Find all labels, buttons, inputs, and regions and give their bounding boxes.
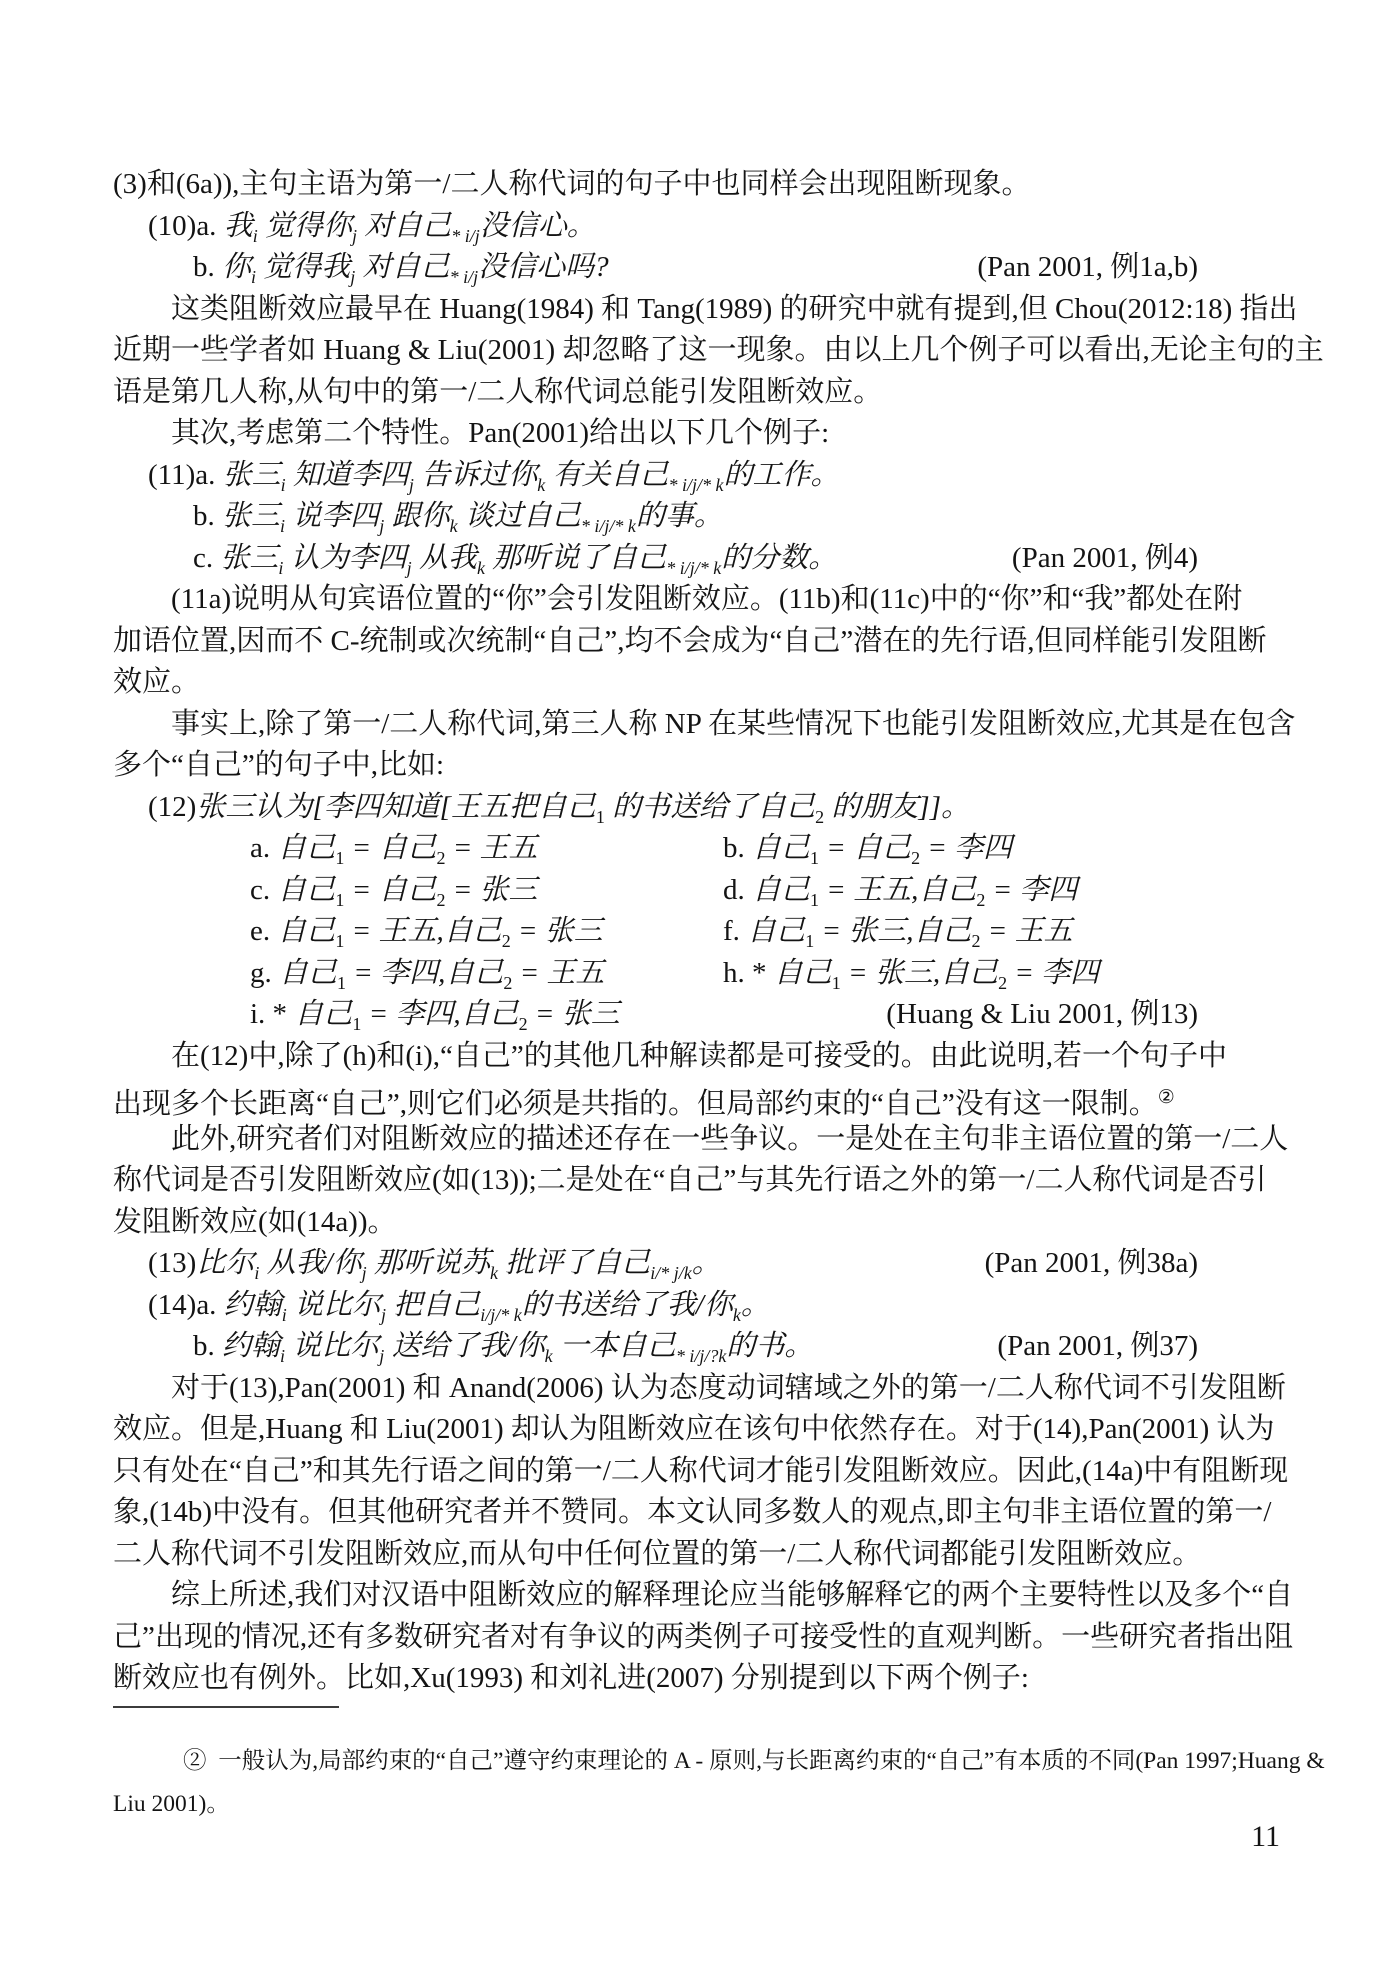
index-subscript: 1 bbox=[831, 972, 841, 993]
index-subscript: j bbox=[379, 1346, 385, 1366]
text-run: 这类阻断效应最早在 Huang(1984) 和 Tang(1989) 的研究中就有提到,但 Chou(2012:18) 指出 bbox=[171, 292, 1298, 325]
text-run: 自己 bbox=[277, 832, 336, 864]
text-run: b. bbox=[193, 251, 222, 283]
index-subscript: i bbox=[278, 557, 284, 578]
index-subscript: 2 bbox=[518, 1014, 528, 1034]
index-subscript: * i/j/* k bbox=[666, 557, 722, 578]
body-line bbox=[113, 496, 1278, 538]
index-subscript: j bbox=[361, 1263, 367, 1283]
text-run: 知道李四 bbox=[285, 458, 409, 491]
text-run: = 张三 bbox=[445, 873, 538, 906]
index-subscript: 2 bbox=[436, 889, 446, 910]
text-run: = 张三 bbox=[527, 998, 620, 1030]
text-run: = 王五,自己 bbox=[344, 915, 502, 947]
index-subscript: k bbox=[476, 557, 485, 578]
index-subscript: 2 bbox=[911, 848, 921, 868]
text-run: 加语位置,因而不 C-统制或次统制“自己”,均不会成为“自己”潜在的先行语,但同样能引发阻断 bbox=[113, 624, 1267, 657]
index-subscript: i/* j/k bbox=[650, 1263, 692, 1283]
body-line bbox=[113, 1492, 1278, 1534]
index-subscript: k bbox=[489, 1263, 498, 1283]
text-run: (12) bbox=[148, 790, 197, 823]
body-line bbox=[113, 1077, 1278, 1119]
text-run: 效应。但是,Huang 和 Liu(2001) 却认为阻断效应在该句中依然存在。对于(14),Pan(2001) 认为 bbox=[113, 1413, 1275, 1445]
index-subscript: j bbox=[380, 1304, 386, 1325]
body-line bbox=[113, 413, 1278, 455]
text-run: 对自己 bbox=[357, 209, 452, 242]
index-subscript: * i/j/?k bbox=[675, 1346, 727, 1366]
text-run: 此外,研究者们对阻断效应的描述还存在一些争议。一是处在主句非主语位置的第一/二人 bbox=[171, 1122, 1289, 1155]
index-subscript: k bbox=[732, 1304, 741, 1325]
index-subscript: i bbox=[251, 267, 257, 287]
body-line bbox=[113, 1119, 1289, 1161]
text-run: 比尔 bbox=[196, 1247, 255, 1279]
text-run: 自己 bbox=[752, 873, 811, 906]
text-run: 多个“自己”的句子中,比如: bbox=[113, 749, 445, 781]
body-line bbox=[113, 704, 1296, 746]
source-citation: (Huang & Liu 2001, 例13) bbox=[886, 998, 1198, 1030]
index-subscript: i bbox=[280, 474, 286, 495]
text-run: 张三 bbox=[220, 541, 279, 574]
text-run: = 李四 bbox=[985, 873, 1078, 906]
text-run: 把自己 bbox=[386, 1288, 481, 1321]
text-run: i. * bbox=[250, 998, 295, 1030]
index-subscript: 2 bbox=[436, 848, 446, 868]
text-run: 你 bbox=[222, 251, 252, 283]
page-body bbox=[113, 164, 1324, 1700]
text-run: c. bbox=[250, 873, 278, 906]
text-run: = 王五,自己 bbox=[819, 873, 977, 906]
text-run: = 王五 bbox=[512, 956, 605, 989]
index-subscript: 2 bbox=[815, 806, 825, 827]
footnote-ref: ② bbox=[1157, 1087, 1175, 1108]
text-run: 出现多个长距离“自己”,则它们必须是共指的。但局部约束的“自己”没有这一限制。 bbox=[113, 1088, 1158, 1120]
index-subscript: i bbox=[252, 225, 258, 246]
index-subscript: i/j/* k bbox=[480, 1304, 522, 1325]
body-line bbox=[113, 1368, 1286, 1410]
text-run: = 李四 bbox=[920, 832, 1013, 864]
text-run: d. bbox=[723, 873, 752, 906]
body-line bbox=[113, 1409, 1278, 1451]
index-subscript: 1 bbox=[337, 972, 347, 993]
text-run: 称代词是否引发阻断效应(如(13));二是处在“自己”与其先行语之外的第一/二人称代词是否引 bbox=[113, 1164, 1267, 1196]
text-run: 自己 bbox=[277, 873, 336, 906]
text-run: 自己 bbox=[773, 956, 832, 989]
body-line bbox=[113, 787, 1278, 829]
page-number: 11 bbox=[1251, 1820, 1280, 1853]
body-line bbox=[113, 662, 1278, 704]
footnote-line: ② 一般认为,局部约束的“自己”遵守约束理论的 A - 原则,与长距离约束的“自己”有本质的不同(Pan 1997;Huang & bbox=[183, 1748, 1325, 1774]
body-line bbox=[113, 1036, 1278, 1078]
text-run: 综上所述,我们对汉语中阻断效应的解释理论应当能够解释它的两个主要特性以及多个“自 bbox=[171, 1579, 1294, 1611]
text-run: 只有处在“自己”和其先行语之间的第一/二人称代词才能引发阻断效应。因此,(14a)中有阻断现 bbox=[113, 1454, 1289, 1487]
index-subscript: * i/j/* k bbox=[580, 516, 636, 536]
body-line bbox=[113, 1285, 1278, 1327]
text-run: 。 bbox=[740, 1288, 770, 1321]
index-subscript: k bbox=[537, 474, 546, 495]
index-subscript: 2 bbox=[503, 972, 513, 993]
text-run: e. bbox=[250, 915, 278, 947]
text-run: 告诉过你 bbox=[413, 458, 538, 491]
text-run: 自己 bbox=[752, 832, 811, 864]
text-run: 约翰 bbox=[222, 1330, 281, 1362]
text-run: 一本自己 bbox=[552, 1330, 676, 1362]
body-line bbox=[113, 745, 1278, 787]
text-run: 那听说了自己 bbox=[484, 541, 667, 574]
footnote-line: Liu 2001)。 bbox=[113, 1791, 230, 1817]
index-subscript: j bbox=[406, 557, 412, 578]
text-run: 批评了自己 bbox=[497, 1247, 651, 1279]
text-run: 自己 bbox=[294, 998, 353, 1030]
body-line bbox=[113, 372, 1278, 414]
index-subscript: j bbox=[350, 267, 356, 287]
text-run: 己”出现的情况,还有多数研究者对有争议的两类例子可接受性的直观判断。一些研究者指出阻 bbox=[113, 1620, 1294, 1653]
text-run: = 王五 bbox=[445, 832, 538, 864]
text-run: = 张三,自己 bbox=[814, 915, 972, 947]
body-line bbox=[113, 1451, 1289, 1493]
index-subscript: 1 bbox=[810, 889, 820, 910]
text-run: 的分数。 bbox=[721, 541, 838, 574]
text-run: 发阻断效应(如(14a))。 bbox=[113, 1205, 397, 1238]
text-run: 从我 bbox=[411, 541, 477, 574]
index-subscript: * i/j bbox=[451, 225, 480, 246]
text-run: c. bbox=[193, 541, 221, 574]
index-subscript: * i/j bbox=[449, 267, 479, 287]
source-citation: (Pan 2001, 例1a,b) bbox=[977, 251, 1198, 283]
body-line bbox=[113, 953, 1278, 995]
index-subscript: 1 bbox=[810, 848, 820, 868]
index-subscript: j bbox=[351, 225, 357, 246]
body-line bbox=[113, 455, 1278, 497]
text-run: 效应。 bbox=[113, 666, 201, 698]
text-run: 自己 bbox=[747, 915, 806, 947]
text-run: (11)a. bbox=[148, 458, 223, 491]
text-run: 没信心。 bbox=[479, 209, 596, 242]
text-run: 说比尔 bbox=[285, 1330, 380, 1362]
body-line bbox=[113, 1202, 1278, 1244]
source-citation: (Pan 2001, 例38a) bbox=[984, 1247, 1198, 1279]
body-line bbox=[113, 1617, 1294, 1659]
body-line bbox=[113, 1160, 1278, 1202]
body-line bbox=[113, 1658, 1278, 1700]
body-line bbox=[113, 621, 1278, 663]
text-run: 送给了我/你 bbox=[384, 1330, 545, 1362]
text-run: 的书送给了我/你 bbox=[521, 1288, 733, 1321]
index-subscript: i bbox=[281, 1304, 287, 1325]
body-line bbox=[113, 911, 1278, 953]
text-run: 对自己 bbox=[355, 251, 450, 283]
text-run: 的书。 bbox=[726, 1330, 814, 1362]
text-run: 断效应也有例外。比如,Xu(1993) 和刘礼进(2007) 分别提到以下两个例子: bbox=[113, 1662, 1029, 1694]
text-run: 没信心吗? bbox=[478, 251, 609, 283]
index-subscript: 2 bbox=[998, 972, 1008, 993]
body-line bbox=[113, 538, 1278, 580]
text-run: = 张三 bbox=[510, 915, 603, 947]
text-run: 对于(13),Pan(2001) 和 Anand(2006) 认为态度动词辖域之外的第一/二人称代词不引发阻断 bbox=[171, 1371, 1286, 1404]
body-line bbox=[113, 206, 1278, 248]
text-run: a. bbox=[250, 832, 278, 864]
text-run: (11a)说明从句宾语位置的“你”会引发阻断效应。(11b)和(11c)中的“你”和“我”都处在附 bbox=[171, 583, 1243, 615]
text-run: b. bbox=[193, 500, 222, 532]
text-run: = 王五 bbox=[980, 915, 1073, 947]
index-subscript: 2 bbox=[971, 931, 981, 951]
body-line bbox=[113, 1534, 1278, 1576]
body-line bbox=[113, 870, 1278, 912]
index-subscript: 1 bbox=[335, 848, 345, 868]
text-run: 跟你 bbox=[384, 500, 450, 532]
footnote-separator bbox=[113, 1706, 339, 1708]
text-run: 二人称代词不引发阻断效应,而从句中任何位置的第一/二人称代词都能引发阻断效应。 bbox=[113, 1537, 1202, 1570]
index-subscript: 1 bbox=[595, 806, 605, 827]
body-line bbox=[113, 247, 1278, 289]
text-run: 象,(14b)中没有。但其他研究者并不赞同。本文认同多数人的观点,即主句非主语位置的第一/ bbox=[113, 1496, 1272, 1528]
index-subscript: 2 bbox=[501, 931, 511, 951]
text-run: = 李四,自己 bbox=[346, 956, 504, 989]
index-subscript: i bbox=[254, 1263, 260, 1283]
text-run: 自己 bbox=[277, 915, 336, 947]
text-run: (14)a. bbox=[148, 1288, 224, 1321]
text-run: g. bbox=[250, 956, 279, 989]
body-line bbox=[113, 1326, 1278, 1368]
text-run: 的朋友]]。 bbox=[824, 790, 970, 823]
text-run: 说李四 bbox=[285, 500, 380, 532]
text-run: 其次,考虑第二个特性。Pan(2001)给出以下几个例子: bbox=[171, 417, 830, 449]
text-run: f. bbox=[723, 915, 748, 947]
index-subscript: i bbox=[280, 1346, 286, 1366]
text-run: 的书送给了自己 bbox=[604, 790, 816, 823]
index-subscript: 2 bbox=[976, 889, 986, 910]
index-subscript: k bbox=[449, 516, 458, 536]
text-run: 自己 bbox=[279, 956, 338, 989]
body-line bbox=[113, 289, 1298, 331]
text-run: 近期一些学者如 Huang & Liu(2001) 却忽略了这一现象。由以上几个例子可以看出,无论主句的主 bbox=[113, 334, 1324, 366]
text-run: = 李四,自己 bbox=[361, 998, 519, 1030]
text-run: 觉得你 bbox=[257, 209, 352, 242]
text-run: h. * bbox=[723, 956, 774, 989]
index-subscript: 1 bbox=[335, 889, 345, 910]
text-run: 语是第几人称,从句中的第一/二人称代词总能引发阻断效应。 bbox=[113, 375, 883, 408]
text-run: = 自己 bbox=[819, 832, 912, 864]
footnote bbox=[113, 1740, 1325, 1826]
text-run: b. bbox=[723, 832, 752, 864]
text-run: b. bbox=[193, 1330, 222, 1362]
text-run: = 自己 bbox=[344, 873, 437, 906]
body-line bbox=[113, 1575, 1294, 1617]
source-citation: (Pan 2001, 例37) bbox=[997, 1330, 1198, 1362]
text-run: = 自己 bbox=[344, 832, 437, 864]
body-line bbox=[113, 1243, 1278, 1285]
index-subscript: 1 bbox=[805, 931, 815, 951]
text-run: 从我/你 bbox=[259, 1247, 362, 1279]
text-run: 张三 bbox=[222, 458, 281, 491]
text-run: 事实上,除了第一/二人称代词,第三人称 NP 在某些情况下也能引发阻断效应,尤其是在包含 bbox=[171, 707, 1296, 740]
text-run: 张三认为[李四知道[王五把自己 bbox=[196, 790, 596, 823]
text-run: 说比尔 bbox=[286, 1288, 381, 1321]
text-run: 。 bbox=[691, 1247, 721, 1279]
text-run: (10)a. bbox=[148, 209, 224, 242]
source-citation: (Pan 2001, 例4) bbox=[1011, 541, 1198, 574]
index-subscript: 1 bbox=[335, 931, 345, 951]
index-subscript: j bbox=[408, 474, 414, 495]
text-run: 觉得我 bbox=[256, 251, 351, 283]
text-run: (13) bbox=[148, 1247, 197, 1279]
text-run: 那听说苏 bbox=[366, 1247, 490, 1279]
text-run: 谈过自己 bbox=[457, 500, 581, 532]
text-run: 的事。 bbox=[635, 500, 723, 532]
text-run: 在(12)中,除了(h)和(i),“自己”的其他几种解读都是可接受的。由此说明,若一个句子中 bbox=[171, 1039, 1227, 1072]
body-line bbox=[113, 164, 1278, 206]
text-run: = 李四 bbox=[1007, 956, 1100, 989]
text-run: 我 bbox=[223, 209, 253, 242]
index-subscript: * i/j/* k bbox=[668, 474, 724, 495]
text-run: = 张三,自己 bbox=[840, 956, 999, 989]
body-line bbox=[113, 828, 1278, 870]
index-subscript: k bbox=[544, 1346, 553, 1366]
text-run: 张三 bbox=[222, 500, 281, 532]
text-run: 认为李四 bbox=[283, 541, 407, 574]
text-run: 有关自己 bbox=[545, 458, 669, 491]
body-line bbox=[113, 330, 1324, 372]
text-run: 约翰 bbox=[223, 1288, 282, 1321]
text-run: (3)和(6a)),主句主语为第一/二人称代词的句子中也同样会出现阻断现象。 bbox=[113, 168, 1031, 200]
body-line bbox=[113, 579, 1278, 621]
index-subscript: i bbox=[280, 516, 286, 536]
body-line bbox=[113, 994, 1278, 1036]
index-subscript: j bbox=[379, 516, 385, 536]
index-subscript: 1 bbox=[352, 1014, 362, 1034]
text-run: 的工作。 bbox=[723, 458, 840, 491]
